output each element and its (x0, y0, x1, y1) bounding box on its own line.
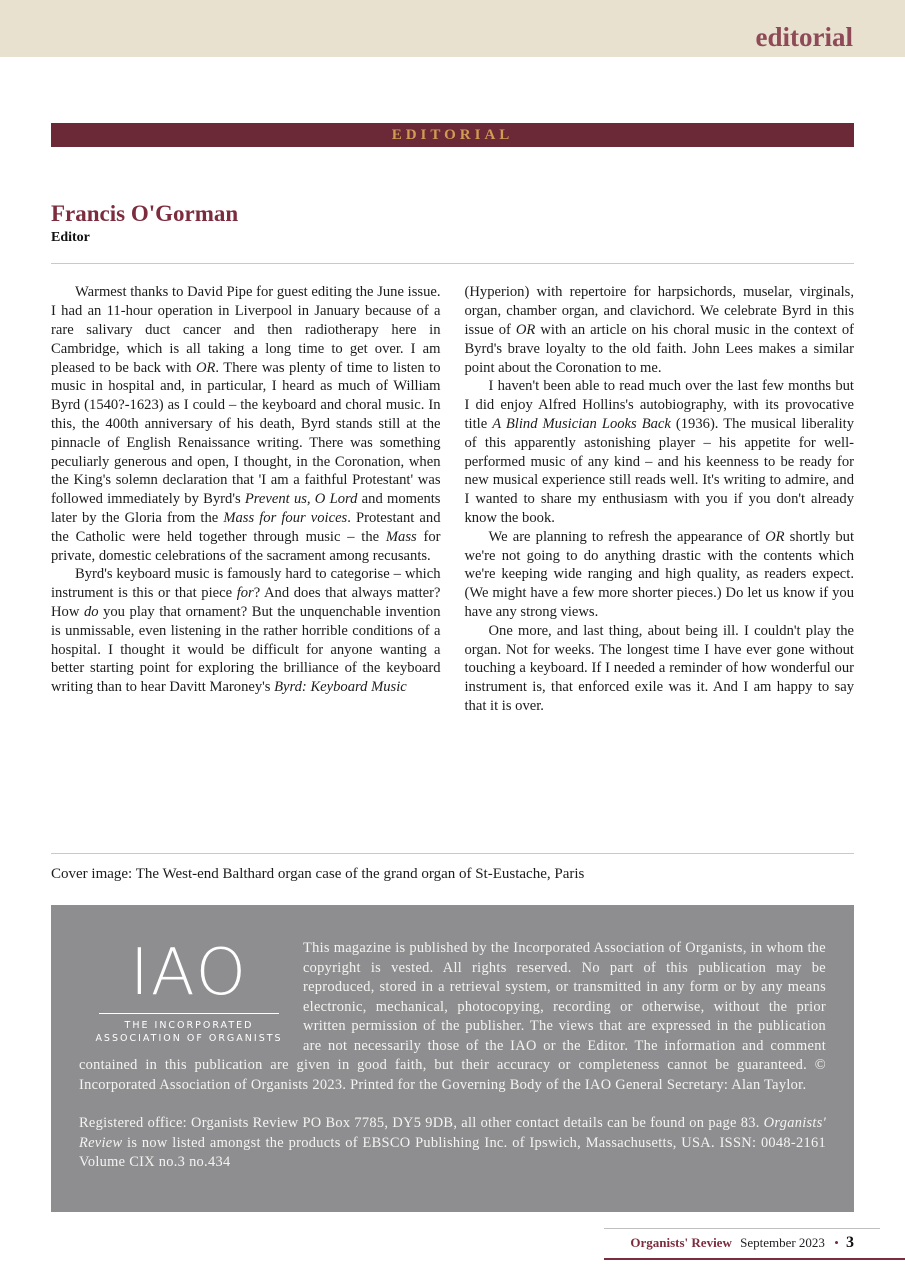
body-paragraph: We are planning to refresh the appearance of OR shortly but we're not going to do anything drastic with the contents which we're keeping wide ranging and high quality, as readers expect. (We might have a few more shorter pieces.) Do let us know if you have any strong views. (464, 528, 854, 620)
publisher-info-box (51, 905, 854, 1212)
footer-bullet: • (834, 1235, 839, 1250)
body-paragraph: I haven't been able to read much over the last few months but I did enjoy Alfred Hollins's autobiography, with its provocative title A Blind Musician Looks Back (1936). The musical liberality of this apparently astonishing player – his appetite for well-performed music of any kind – and his keenness to be ready for new musical experience still reads well. It's writing to admire, and I wanted to share my enthusiasm with you if you don't already know the book. (464, 378, 854, 526)
iao-logo-divider (99, 1013, 279, 1014)
page-footer (604, 1228, 905, 1260)
footer-maroon-line (604, 1258, 905, 1260)
publisher-paragraph-registered-office: Registered office: Organists Review PO Box 7785, DY5 9DB, all other contact details can be found on page 83. Organists' Review is now listed amongst the products of EBSCO Publishing Inc. of Ipswich, Massachusetts, USA. ISSN: 0048-2161 Volume CIX no.3 no.434 (79, 1115, 826, 1171)
bottom-divider (51, 853, 854, 854)
body-paragraph: Byrd's keyboard music is famously hard to categorise – which instrument is this or that piece for? And does that always matter? How do you play that ornament? But the unquenchable invention is unmissable, even listening in the rather horrible conditions of a hospital. I thought it would be difficult for anyone wanting a better starting point for exploring the brilliance of the keyboard writing than to hear Davitt Maroney's Byrd: Keyboard Music (51, 566, 441, 696)
author-block (51, 201, 854, 246)
top-divider (51, 263, 854, 264)
page-header-band (0, 0, 905, 57)
iao-logo (91, 936, 287, 1044)
footer-issue-date: September 2023 (740, 1235, 825, 1250)
author-role: Editor (51, 230, 90, 246)
running-head: editorial (755, 22, 853, 52)
article-column-right (465, 283, 855, 837)
iao-logo-line1: THE INCORPORATED (124, 1019, 254, 1031)
cover-image-caption: Cover image: The West-end Balthard organ case of the grand organ of St-Eustache, Paris (51, 866, 585, 883)
footer-magazine-title: Organists' Review (630, 1235, 732, 1250)
body-paragraph: (Hyperion) with repertoire for harpsichords, muselar, virginals, organ, chamber organ, and clavichord. We celebrate Byrd in this issue of OR with an article on his choral music in the context of Byrd's brave loyalty to the old faith. John Lees makes a similar point about the Coronation to me. (464, 284, 854, 376)
iao-logo-line2: ASSOCIATION OF ORGANISTS (95, 1032, 283, 1044)
author-name: Francis O'Gorman (51, 201, 239, 226)
body-paragraph: Warmest thanks to David Pipe for guest editing the June issue. I had an 11-hour operation in Liverpool in January because of a rare salivary duct cancer and then radiotherapy here in Cambridge, which is all taking a long time to get over. I am pleased to be back with OR. There was plenty of time to listen to music in hospital and, in particular, I heard as much of William Byrd (1540?-1623) as I could – the keyboard and choral music. In this, the 400th anniversary of his death, Byrd stands still at the pinnacle of English Renaissance writing. There was something peculiarly generous and open, I thought, in the Coronation, when the King's solemn declaration that 'I am a faithful Protestant' was followed immediately by Byrd's Prevent us, O Lord and moments later by the Gloria from the Mass for four voices. Protestant and the Catholic were held together through music – the Mass for private, domestic celebrations of the sacrament among recusants. (51, 284, 441, 564)
article-column-left (51, 283, 441, 837)
footer-text (604, 1229, 905, 1258)
body-paragraph: One more, and last thing, about being ill. I couldn't play the organ. Not for weeks. The longest time I have ever gone without touching a keyboard. If I needed a reminder of how wonderful our instrument is, that enforced exile was it. And I am happy to say that it is over. (464, 622, 854, 714)
section-title: EDITORIAL (391, 126, 514, 143)
article-body (51, 283, 854, 837)
footer-page-number: 3 (846, 1234, 854, 1251)
publisher-paragraph-copyright: This magazine is published by the Incorporated Association of Organists, in whom the copyright is vested. All rights reserved. No part of this publication may be reproduced, stored in a retrieval system, or transmitted in any form or by any means electronic, mechanical, photocopying, recording or otherwise, without the prior written permission of the publisher. The views that are expressed in the publication are not necessarily those of the IAO or the Editor. The information and comment contained in this publication are given in good faith, but their accuracy or completeness cannot be guaranteed. © Incorporated Association of Organists 2023. Printed for the Governing Body of the IAO General Secretary: Alan Taylor. (79, 940, 826, 1093)
section-title-bar (51, 123, 854, 147)
iao-logo-acronym: IAO (130, 936, 248, 1011)
